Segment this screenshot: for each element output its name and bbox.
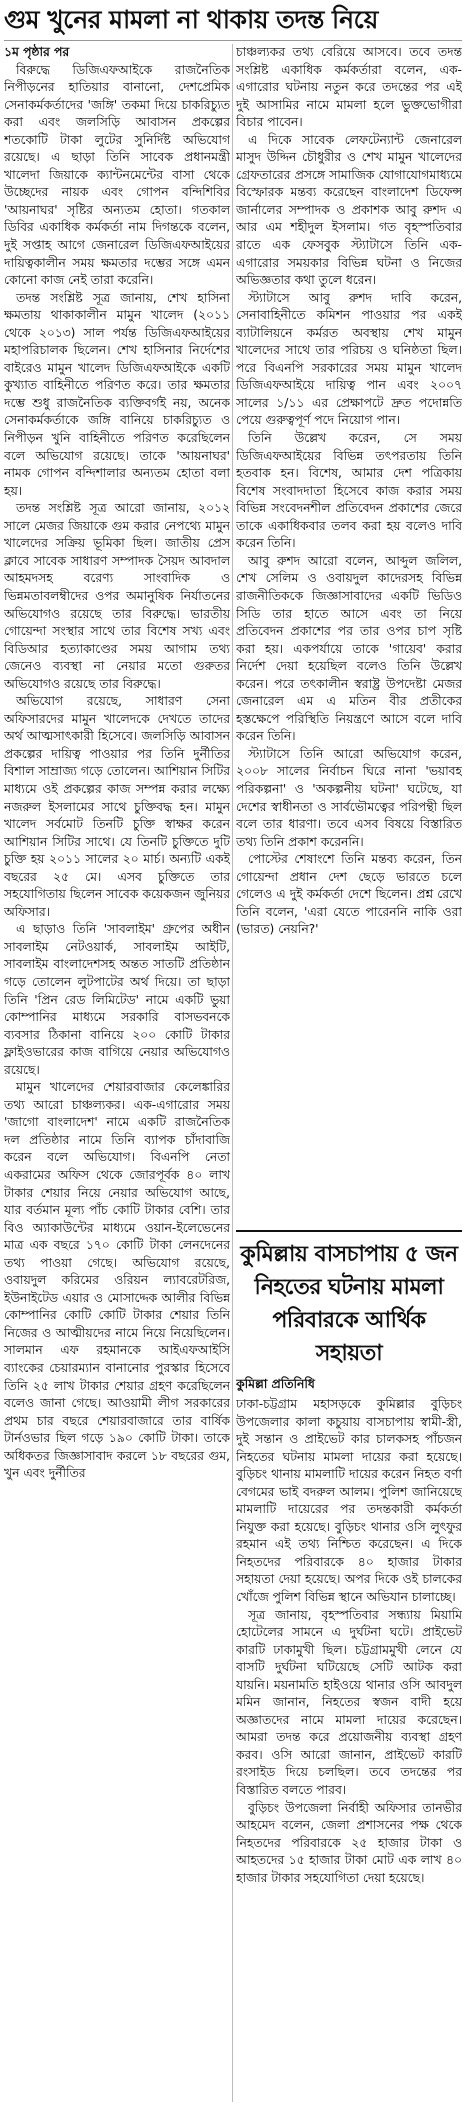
story-paragraph: তদন্ত সংশ্লিষ্ট সূত্র জানায়, শেখ হাসিনা ক্ষমতায় থাকাকালীন মামুন খালেদ (২০১১ থেকে ২০১৩) সাল পর্যন্ত ডিজিএফআইয়ের মহাপরিচালক ছিলেন। শেখ হাসিনার নির্দেশের বাইরেও মামুন খালেদ ডিজিএফআইকে একটি কুখ্যাত বাহিনীতে পরিণত করে। তার ক্ষমতার দম্ভে শুধু রাজনৈতিক ব্যক্তিবর্গই নয়, অনেক সেনাকর্মকর্তাকে জঙ্গি বানিয়ে চাকরিচ্যুত ও নিপীড়ন খুনি বাহিনীতে পরিণত করেছিলেন বলে অভিযোগ রয়েছে। তাকে 'আয়নাঘর' নামক গোপন বন্দিশালার অন্যতম হোতা বলা হয়। bbox=[4, 290, 230, 498]
story-paragraph: তদন্ত সংশ্লিষ্ট সূত্র আরো জানায়, ২০১২ সালে মেজর জিয়াকে গুম করার নেপথ্যে মামুন খালেদের সক্রিয় ভূমিকা ছিল। জাতীয় প্রেস ক্লাবে সাবেক সাধারণ সম্পাদক সৈয়দ আবদাল আহমদসহ বরেণ্য সাংবাদিক ও ভিন্নমতাবলম্বীদের ওপর অমানুষিক নির্যাতনের অভিযোগও রয়েছে তার বিরুদ্ধে। ভারতীয় গোয়েন্দা সংস্থার সাথে তার বিশেষ সখ্য এবং বিডিআর হত্যাকাণ্ডের সময় আগাম তথ্য জেনেও ব্যবস্থা না নেয়ার মতো গুরুতর অভিযোগও রয়েছে তার বিরুদ্ধে। bbox=[4, 501, 230, 691]
story-paragraph: চাঞ্চল্যকর তথ্য বেরিয়ে আসবে। তবে তদন্ত সংশ্লিষ্ট একাধিক কর্মকর্তারা বলেন, এক-এগারোর ঘটনায় নতুন করে তদন্তের পর এই দুই আসামির নামে মামলা হলে ভুক্তভোগীরা বিচার পাবেন। bbox=[236, 45, 462, 130]
side-story-byline: কুমিল্লা প্রতিনিধি bbox=[236, 1377, 315, 1391]
main-story-left-column bbox=[4, 44, 230, 2102]
main-headline: গুম খুনের মামলা না থাকায় তদন্ত নিয়ে bbox=[4, 5, 378, 34]
side-story bbox=[236, 1230, 462, 2102]
side-story-rule bbox=[236, 1230, 462, 1232]
story-paragraph: বিরুদ্ধে ডিজিএফআইকে রাজনৈতিক নিপীড়নের হাতিয়ার বানানো, দেশপ্রেমিক সেনাকর্মকর্তাদের 'জঙ্গি' তকমা দিয়ে চাকরিচ্যুত করা এবং জলসিড়ি আবাসন প্রকল্পের শতকোটি টাকা লুটের সুনির্দিষ্ট অভিযোগ রয়েছে। এ ছাড়া তিনি সাবেক প্রধানমন্ত্রী খালেদা জিয়াকে ক্যান্টনমেন্টের বাসা থেকে উচ্ছেদের নায়ক এবং গোপন বন্দিশিবির 'আয়নাঘর' সৃষ্টির অন্যতম হোতা। গতকাল ডিবির একাধিক কর্মকর্তা নাম দিগন্তকে বলেন, দুই সপ্তাহ আগে জেনারেল ডিজিএফআইয়ের দায়িত্বকালীন সময় ক্ষমতার দম্ভের সঙ্গে এমন কোনো কাজ নেই তারা করেনি। bbox=[4, 62, 230, 288]
story-paragraph: আবু রুশদ আরো বলেন, আব্দুল জলিল, শেখ সেলিম ও ওবায়দুল কাদেরসহ বিভিন্ন রাজনীতিককে জিজ্ঞাসাবাদের একটি ভিডিও সিডি তার হাতে আসে এবং তা নিয়ে প্রতিবেদন প্রকাশের পর তার ওপর চাপ সৃষ্টি করা হয়। একপর্যায়ে তাকে 'গায়েব' করার নির্দেশ দেয়া হয়েছিল বলেও তিনি উল্লেখ করেন। পরে তৎকালীন স্বরাষ্ট্র উপদেষ্টা মেজর জেনারেল এম এ মতিন বীর প্রতীকের হস্তক্ষেপে পরিস্থিতি নিয়ন্ত্রণে আসে বলে দাবি করেন তিনি। bbox=[236, 553, 462, 744]
story-paragraph: পোস্টের শেষাংশে তিনি মন্তব্য করেন, তিন গোয়েন্দা প্রধান দেশ ছেড়ে ভারতে চলে গেলেও এ দুই কর্মকর্তা দেশে ছিলেন। প্রশ্ন রেখে তিনি বলেন, 'এরা যেতে পারেননি নাকি ওরা (ভারত) নেয়নি?' bbox=[236, 852, 462, 937]
story-paragraph: মামুন খালেদের শেয়ারবাজার কেলেঙ্কারির তথ্য আরো চাঞ্চল্যকর। এক-এগারোর সময় 'জাগো বাংলাদেশ' নামে একটি রাজনৈতিক দল প্রতিষ্ঠার নামে তিনি ব্যাপক চাঁদাবাজি করেন বলে অভিযোগ। বিএনপি নেতা একরামের অফিস থেকে জোরপূর্বক ৪০ লাখ টাকার শেয়ার নিয়ে নেয়ার অভিযোগ আছে, যার বর্তমান মূল্য পাঁচ কোটি টাকার বেশি। তার বিও অ্যাকাউন্টের মাধ্যমে ওয়ান-ইলেভেনের মাত্র এক বছরে ১৭০ কোটি টাকা লেনদেনের তথ্য পাওয়া গেছে। অভিযোগ রয়েছে, ওবায়দুল করিমের ওরিয়ন ল্যাবরেটরিজ, ইউনাইটেড এয়ার ও মোসাদ্দেক আলীর বিভিন্ন কোম্পানির কোটি কোটি টাকার শেয়ার তিনি নিজের ও আত্মীয়দের নামে নিয়ে নিয়েছিলেন। সালমান এফ রহমানকে আইএফআইসি ব্যাংকের চেয়ারম্যান বানানোর পুরস্কার হিসেবে তিনি ২৫ লাখ টাকার শেয়ার গ্রহণ করেছিলেন বলেও জানা গেছে। আওয়ামী লীগ সরকারের প্রথম চার বছরে শেয়ারবাজারে তার বার্ষিক টার্নওভার ছিল গড়ে ১৯০ কোটি টাকা। তাকে অধিকতর জিজ্ঞাসাবাদ করলে ১৮ বছরের গুম, খুন এবং দুর্নীতির bbox=[4, 1080, 230, 1481]
story-paragraph: এ ছাড়াও তিনি 'সাবলাইম' গ্রুপের অধীন সাবলাইম নেটওয়ার্ক, সাবলাইম আইটি, সাবলাইম বাংলাদেশসহ অন্তত সাতটি প্রতিষ্ঠান গড়ে তোলেন লুটপাটের অর্থ দিয়ে। তা ছাড়া তিনি 'প্রিন রেড লিমিটেড' নামে একটি ভুয়া কোম্পানির মাধ্যমে সরকারি বাসভবনকে ব্যবসার ঠিকানা বানিয়ে ২০০ কোটি টাকার ফ্লাইওভারের কাজ বাগিয়ে নেয়ার অভিযোগও রয়েছে। bbox=[4, 922, 230, 1077]
side-story-paragraph: সূত্র জানায়, বৃহস্পতিবার সন্ধ্যায় মিয়ামি হোটেলের সামনে এ দুর্ঘটনা ঘটে। প্রাইভেট কারটি ঢাকামুখী ছিল। চট্টগ্রামমুখী লেনে যে বাসটি দুর্ঘটনা ঘটিয়েছে সেটি আটক করা যায়নি। ময়নামতি হাইওয়ে থানার ওসি আবদুল মমিন জানান, নিহতের স্বজন বাদী হয়ে অজ্ঞাতদের নামে মামলা দায়ের করেছেন। আমরা তদন্ত করে প্রয়োজনীয় ব্যবস্থা গ্রহণ করব। ওসি আরো জানান, প্রাইভেট কারটি রংসাইড দিয়ে চলছিল। তবে তদন্তের পর বিস্তারিত বলতে পারব। bbox=[236, 1607, 462, 1798]
side-story-paragraph: বুড়িচং উপজেলা নির্বাহী অফিসার তানভীর আহমেদ বলেন, জেলা প্রশাসনের পক্ষ থেকে নিহতদের পরিবারকে ২৫ হাজার টাকা ও আহতদের ১৫ হাজার টাকা মোট এক লাখ ৪০ হাজার টাকার সহযোগিতা দেয়া হয়েছে। bbox=[236, 1800, 462, 1885]
story-paragraph: অভিযোগ রয়েছে, সাধারণ সেনা অফিসারদের মামুন খালেদকে দেখতে তাদের অর্থ আত্মসাৎকারী হিসেবে। জলসিড়ি আবাসন প্রকল্পের দায়িত্ব পাওয়ার পর তিনি দুর্নীতির বিশাল সাম্রাজ্য গড়ে তোলেন। আশিয়ান সিটির মাধ্যমে ওই প্রকল্পের কাজ সম্পন্ন করার লক্ষ্যে নজরুল ইসলামের সাথে চুক্তিবদ্ধ হন। মামুন খালেদ সর্বমোট তিনটি চুক্তি স্বাক্ষর করেন আশিয়ান সিটির সাথে। যে তিনটি চুক্তিতে দুটি চুক্তি হয় ২০১১ সালের ২০ মার্চ। অন্যটি একই বছরের ২৫ মে। এসব চুক্তিতে তার সহযোগিতায় ছিলেন সাবেক কয়েকজন জুনিয়র অফিসার। bbox=[4, 694, 230, 919]
story-paragraph: এ দিকে সাবেক লেফটেন্যান্ট জেনারেল মাসুদ উদ্দিন চৌধুরীর ও শেখ মামুন খালেদের গ্রেফতারের প্রসঙ্গে সামাজিক যোগাযোগমাধ্যমে বিস্ফোরক মন্তব্য করেছেন বাংলাদেশ ডিফেন্স জার্নালের সম্পাদক ও প্রকাশক আবু রুশদ এ আর এম শহীদুল ইসলাম। গত বৃহস্পতিবার রাতে এক ফেসবুক স্ট্যাটাসে তিনি এক-এগারোর সময়কার বিভিন্ন ঘটনা ও নিজের অভিজ্ঞতার কথা তুলে ধরেন। bbox=[236, 132, 462, 288]
headline-rule bbox=[4, 40, 462, 41]
main-story-right-column bbox=[236, 44, 462, 1174]
story-paragraph: তিনি উল্লেখ করেন, সে সময় ডিজিএফআইয়ের বিভিন্ন তৎপরতায় তিনি হতবাক হন। বিশেষ, আমার দেশ পত্রিকায় বিশেষ সংবাদদাতা হিসেবে কাজ করার সময় বিভিন্ন সংবেদনশীল প্রতিবেদন প্রকাশের জেরে তাকে একাধিকবার তলব করা হয় বলেও দাবি করেন তিনি। bbox=[236, 431, 462, 551]
column-divider bbox=[232, 44, 233, 2102]
side-story-paragraph: ঢাকা-চট্টগ্রাম মহাসড়কে কুমিল্লার বুড়িচং উপজেলার কালা কচুয়ায় বাসচাপায় স্বামী-স্ত্রী, দুই সন্তান ও প্রাইভেট কার চালকসহ পাঁচজন নিহতের ঘটনায় মামলা দায়ের করা হয়েছে। বুড়িচং থানায় মামলাটি দায়ের করেন নিহত বর্ণা বেগমের ভাই বদরুল আলম। পুলিশ জানিয়েছে মামলাটি দায়েরের পর তদন্তকারী কর্মকর্তা নিযুক্ত করা হয়েছে। বুড়িচং থানার ওসি লুৎফুর রহমান এই তথ্য নিশ্চিত করেছেন। এ দিকে নিহতদের পরিবারকে ৪০ হাজার টাকার সহায়তা দেয়া হয়েছে। অপর দিকে ওই চালকের খোঁজে পুলিশ বিভিন্ন স্থানে অভিযান চালাচ্ছে। bbox=[236, 1397, 462, 1605]
continuation-note: ১ম পৃষ্ঠার পর bbox=[4, 45, 70, 59]
side-story-body bbox=[236, 1396, 462, 1887]
story-paragraph: স্ট্যাটাসে আবু রুশদ দাবি করেন, সেনাবাহিনীতে কমিশন পাওয়ার পর একই ব্যাটালিয়নে কর্মরত অবস্থায় শেখ মামুন খালেদের সাথে তার পরিচয় ও ঘনিষ্ঠতা ছিল। পরে বিএনপি সরকারের সময় মামুন খালেদ ডিজিএফআইয়ে দায়িত্ব পান এবং ২০০৭ সালের ১/১১ এর প্রেক্ষাপটে দ্রুত পদোন্নতি পেয়ে গুরুত্বপূর্ণ পদে নিয়োগ পান। bbox=[236, 290, 462, 428]
story-paragraph: স্ট্যাটাসে তিনি আরো অভিযোগ করেন, ২০০৮ সালের নির্বাচন ঘিরে নানা 'ভয়াবহ পরিকল্পনা' ও 'অকল্পনীয় ঘটনা' ঘটেছে, যা দেশের স্বাধীনতা ও সার্বভৌমত্বের পরিপন্থী ছিল বলে তার ধারণা। তবে এসব বিষয়ে বিস্তারিত তথ্য তিনি প্রকাশ করেননি। bbox=[236, 746, 462, 849]
side-story-headline: কুমিল্লায় বাসচাপায় ৫ জন নিহতের ঘটনায় মামলা পরিবারকে আর্থিক সহায়তা bbox=[240, 1242, 458, 1366]
